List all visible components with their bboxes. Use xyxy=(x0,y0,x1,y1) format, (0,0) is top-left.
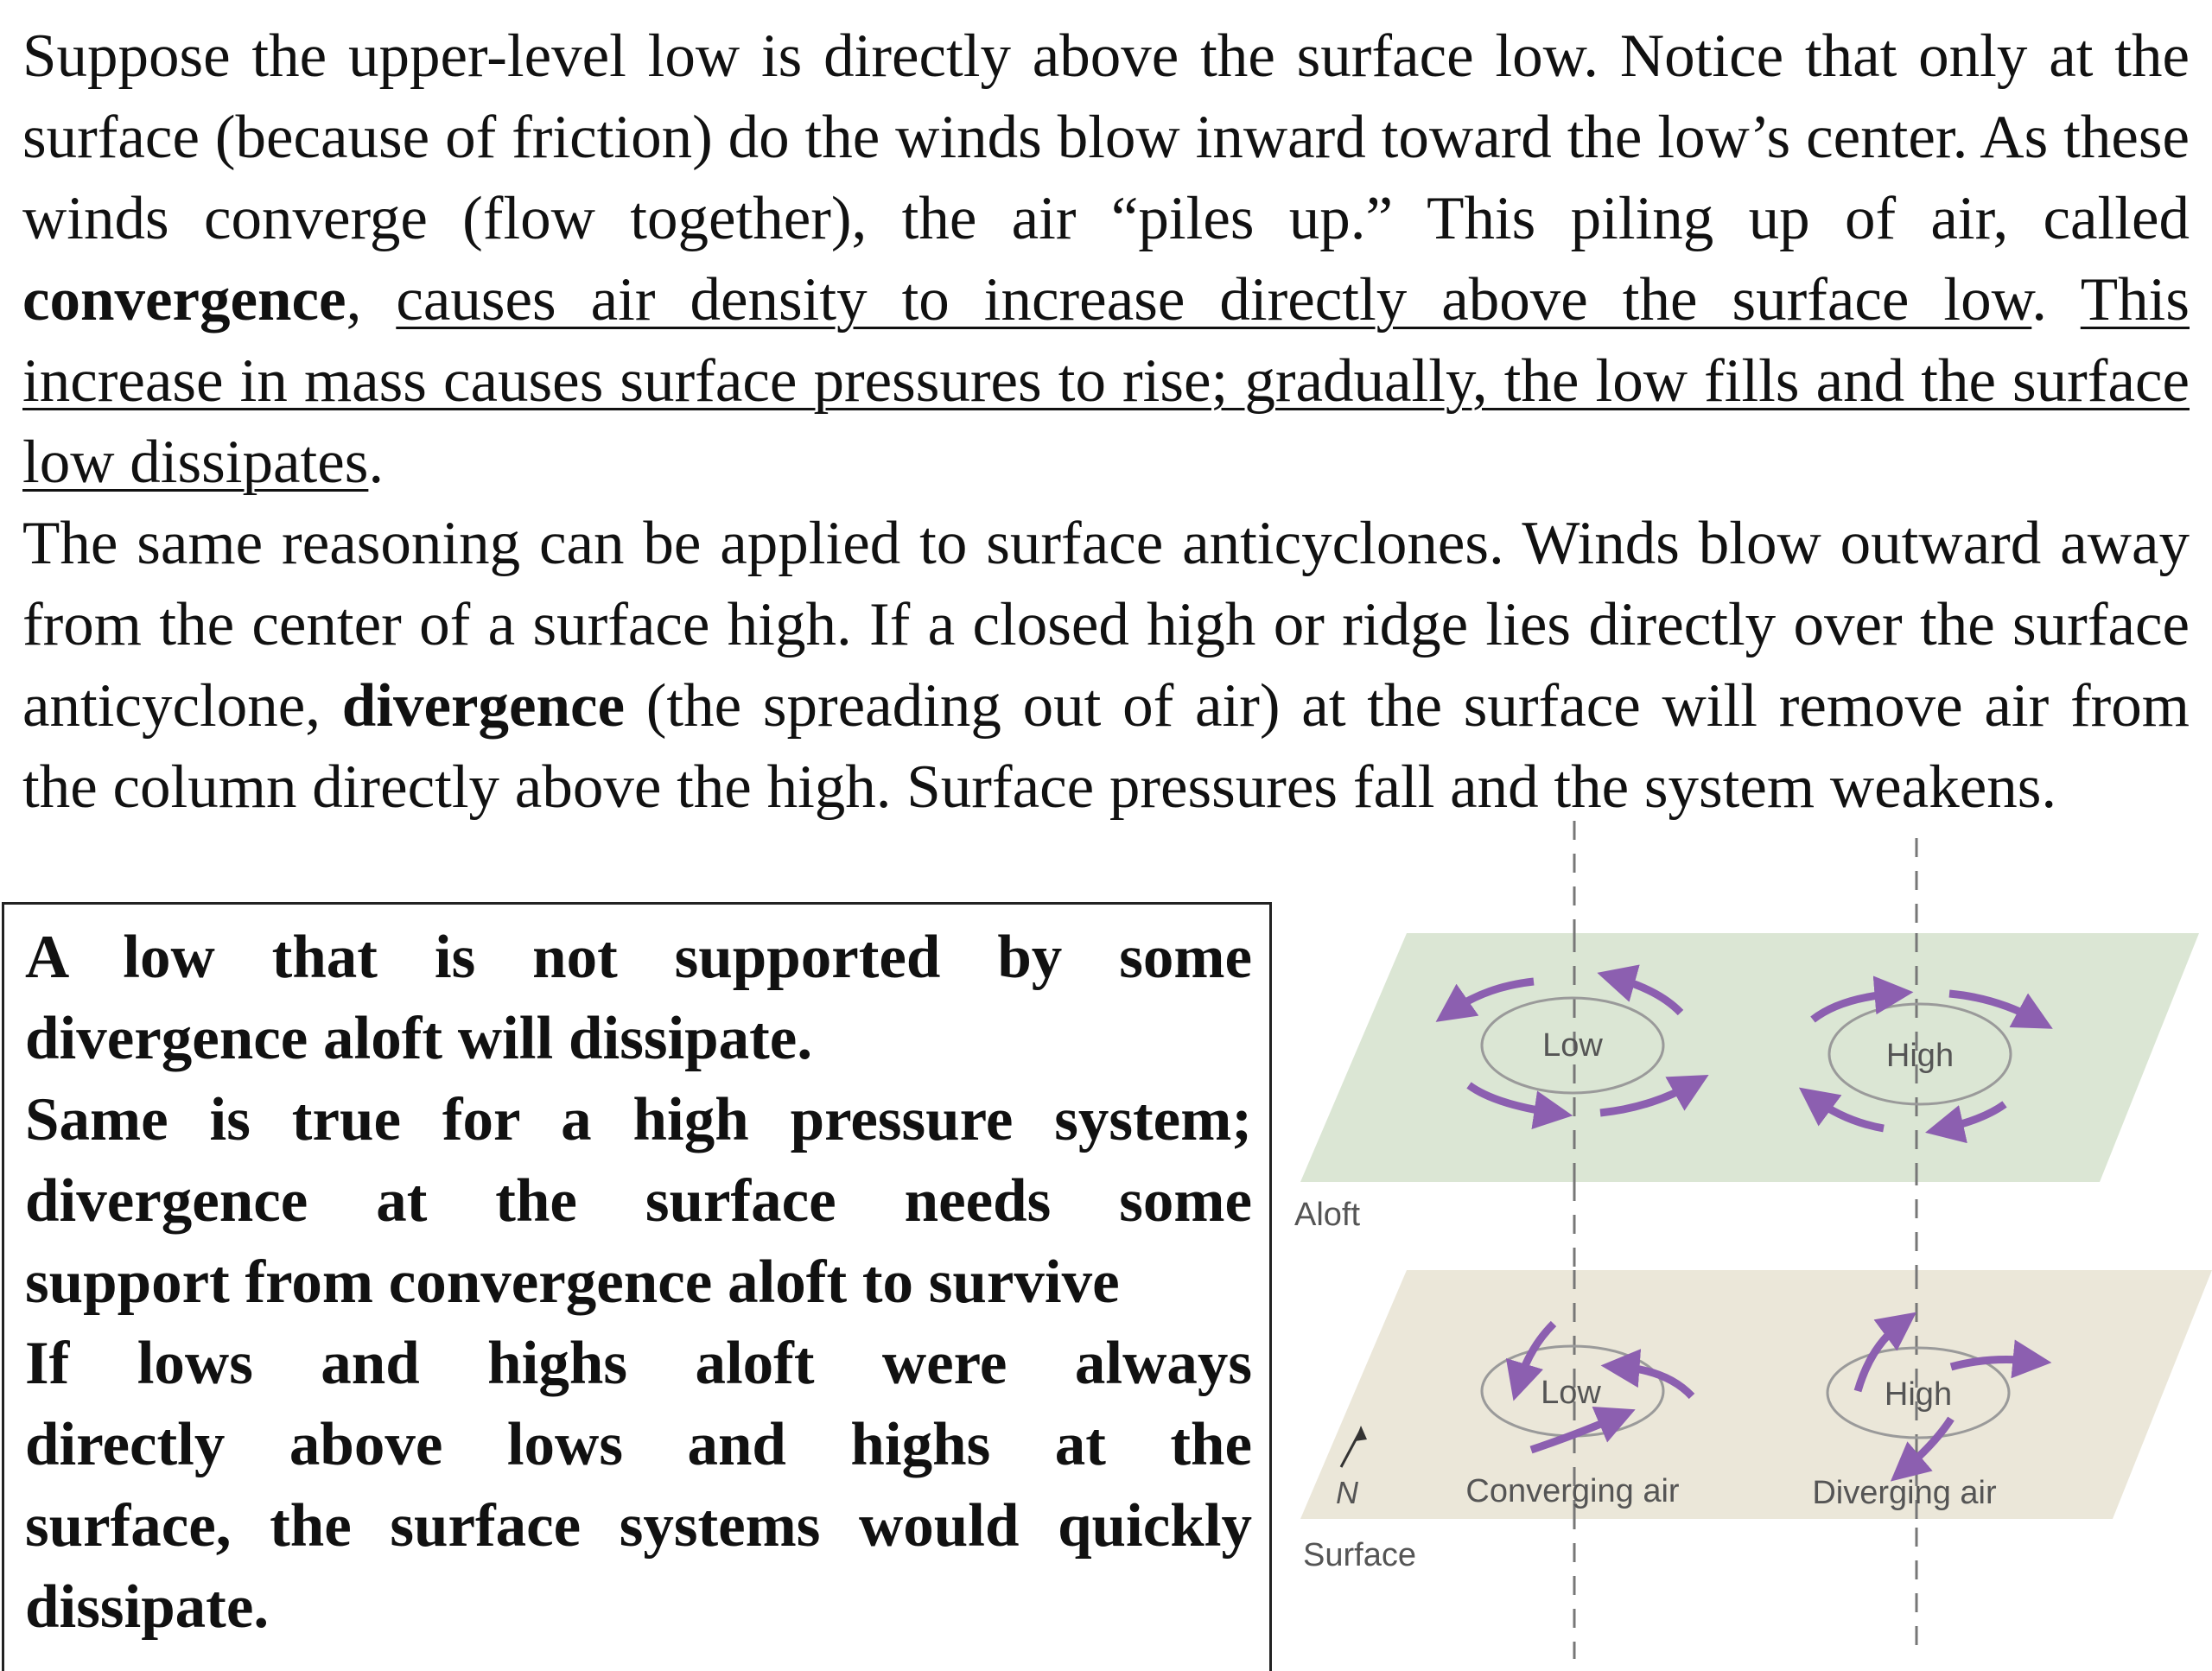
para2-text-b: (the spreading out of air) at the surface will remove air from the column directly above the high. Surface pressures fall and the system weakens. xyxy=(22,672,2190,821)
para1-text-c: . xyxy=(2031,266,2081,334)
pressure-systems-diagram xyxy=(1279,821,2212,1659)
callout-line: surface, the surface systems would quickly xyxy=(25,1492,1252,1560)
callout-line: If lows and highs aloft were always xyxy=(25,1330,1252,1397)
surface-label: Surface xyxy=(1303,1537,1416,1573)
aloft-label: Aloft xyxy=(1294,1197,1361,1233)
callout-line: A low that is not supported by some xyxy=(25,924,1252,991)
para1-text-a: Suppose the upper-level low is directly above the surface low. Notice that only at the surface (because of friction) do the winds blow inward toward the low’s center. As these winds converge (flow together), the air “piles up.” This piling up of air, called xyxy=(22,22,2190,252)
callout-line: dissipate. xyxy=(25,1573,270,1641)
callout-line: Same is true for a high pressure system; xyxy=(25,1086,1252,1153)
callout-text xyxy=(25,917,1252,1648)
para1-underline-a: causes air density to increase directly above the surface low xyxy=(396,266,2032,334)
upper-low-label: Low xyxy=(1542,1027,1603,1064)
aloft-plane xyxy=(1300,933,2199,1182)
surface-low-label: Low xyxy=(1541,1375,1601,1411)
converging-air-label: Converging air xyxy=(1465,1473,1680,1509)
para1-text-d: . xyxy=(368,429,385,496)
callout-line: divergence at the surface needs some xyxy=(25,1167,1252,1235)
upper-high-label: High xyxy=(1885,1038,1955,1074)
callout-line: directly above lows and highs at the xyxy=(25,1411,1252,1478)
north-label: N xyxy=(1336,1475,1358,1510)
surface-high-label: High xyxy=(1884,1376,1953,1413)
paragraph-divergence xyxy=(22,503,2190,828)
diverging-air-label: Diverging air xyxy=(1812,1475,1997,1511)
term-convergence: convergence xyxy=(22,266,346,334)
callout-line: divergence aloft will dissipate. xyxy=(25,1005,813,1072)
term-divergence: divergence xyxy=(341,672,625,740)
summary-callout-box xyxy=(2,902,1272,1671)
surface-plane xyxy=(1300,1270,2212,1519)
paragraph-convergence xyxy=(22,16,2190,503)
para1-text-b: , xyxy=(346,266,397,334)
para2-text-a: The same reasoning can be applied to surface anticyclones. Winds blow outward away from the center of a surface high. If a closed high or ridge lies directly over the surface anticyclone, xyxy=(22,510,2190,740)
callout-line: support from convergence aloft to survive xyxy=(25,1248,1120,1316)
para1-underline-b: This increase in mass causes surface pressures to rise; gradually, the low fills and the surface low dissipates xyxy=(22,266,2190,496)
